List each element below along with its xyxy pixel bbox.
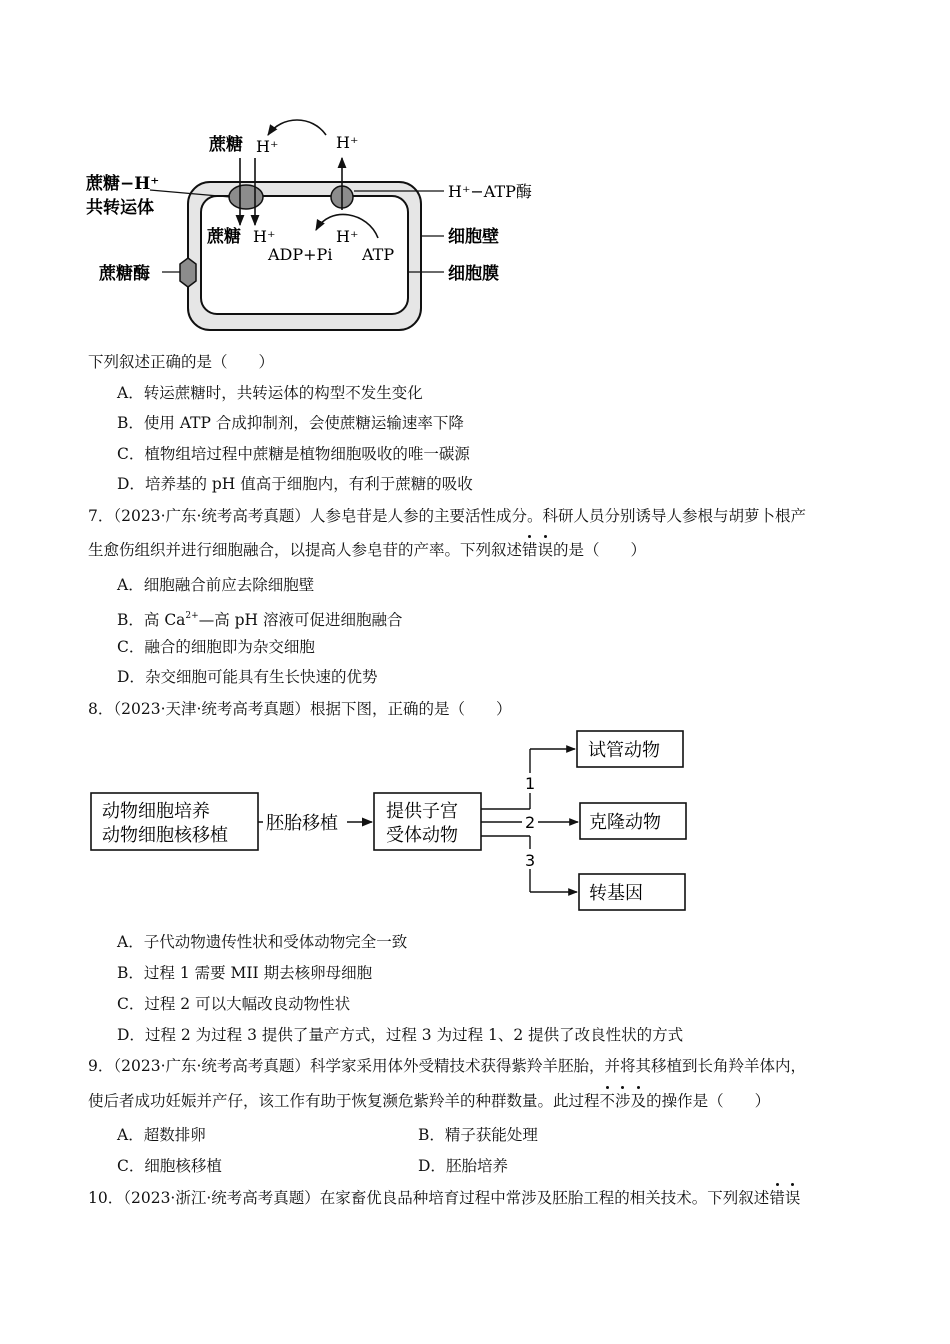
- flow-path-3: 3: [525, 851, 536, 870]
- question-source: （2023·广东·统考高考真题）: [113, 1057, 310, 1075]
- question-number: 10．: [88, 1189, 124, 1207]
- q10-stem-line1: [88, 1188, 800, 1208]
- cotransporter-shape: [229, 185, 263, 209]
- option-label: B．: [117, 611, 144, 629]
- label-sucrose-inside: 蔗糖: [207, 227, 241, 247]
- emphasis-char: 不: [599, 1092, 616, 1110]
- q6-option-b: [117, 413, 464, 433]
- q9-option-b: [418, 1125, 538, 1145]
- stem-text: 科学家采用体外受精技术获得紫羚羊胚胎，并将其移植到长角羚羊体内，: [309, 1057, 806, 1075]
- label-atpase: H⁺−ATP酶: [448, 182, 532, 201]
- flow-path-2: 2: [525, 813, 536, 832]
- label-h-top-left: H⁺: [256, 137, 279, 156]
- invertase-shape: [180, 258, 196, 287]
- q6-stem: 下列叙述正确的是（ ）: [88, 353, 275, 371]
- stem-text: 人参皂苷是人参的主要活性成分。科研人员分别诱导人参根与胡萝卜根产: [309, 507, 806, 525]
- label-adp-pi: ADP+Pi: [268, 245, 333, 264]
- flow-box-source-line2: 动物细胞核移植: [102, 825, 228, 846]
- stem-text: 的是（ ）: [553, 541, 647, 559]
- stem-text: 根据下图，正确的是（ ）: [309, 700, 512, 718]
- option-label: A．: [117, 933, 144, 951]
- option-text: 胚胎培养: [445, 1157, 508, 1175]
- emphasis-char: 误: [537, 541, 554, 559]
- option-text: 过程 1 需要 MII 期去核卵母细胞: [143, 964, 373, 982]
- q8-stem: [88, 699, 511, 719]
- option-text: 超数排卵: [143, 1126, 206, 1144]
- emphasis-char: 及: [630, 1092, 647, 1110]
- stem-text: 的操作是（ ）: [646, 1092, 771, 1110]
- option-label: C．: [117, 638, 145, 656]
- q7-stem-line2: [88, 540, 646, 560]
- emphasis-char: 错: [769, 1189, 785, 1207]
- q6-option-c: [117, 444, 470, 464]
- option-label: A．: [117, 576, 144, 594]
- q7-stem-line1: [88, 506, 806, 526]
- flow-path-1: 1: [525, 774, 536, 793]
- sucrose-transport-diagram: [0, 0, 950, 340]
- option-label: D．: [117, 668, 145, 686]
- option-label: B．: [117, 964, 144, 982]
- option-label: C．: [117, 1157, 145, 1175]
- option-text: 培养基的 pH 值高于细胞内，有利于蔗糖的吸收: [144, 475, 473, 493]
- emphasis-char: 错: [522, 541, 538, 559]
- q6-option-a: [117, 383, 423, 403]
- question-number: 9．: [88, 1057, 114, 1075]
- q7-option-c: [117, 637, 315, 657]
- flow-out-2: 克隆动物: [589, 812, 661, 833]
- option-label: D．: [117, 475, 145, 493]
- q8-option-a: [117, 932, 407, 952]
- question-source: （2023·浙江·统考高考真题）: [123, 1189, 320, 1207]
- label-atp: ATP: [362, 245, 395, 264]
- emphasis-char: 涉: [615, 1092, 631, 1110]
- label-h-inside-left: H⁺: [253, 227, 276, 246]
- option-label: C．: [117, 445, 145, 463]
- option-label: B．: [418, 1126, 445, 1144]
- q7-option-b: [117, 606, 403, 630]
- flow-box-recipient-line1: 提供子宫: [386, 801, 458, 822]
- q8-option-c: [117, 994, 350, 1014]
- q9-option-d: [418, 1156, 508, 1176]
- label-cotransporter-1: 蔗糖−H⁺: [86, 174, 160, 194]
- option-text: 细胞核移植: [144, 1157, 222, 1175]
- stem-text: 生愈伤组织并进行细胞融合，以提高人参皂苷的产率。下列叙述: [88, 541, 523, 559]
- flow-box-recipient-line2: 受体动物: [386, 825, 458, 846]
- option-text: 精子获能处理: [444, 1126, 538, 1144]
- superscript: 2+: [185, 611, 199, 621]
- option-text: 高 Ca: [143, 611, 186, 629]
- question-source: （2023·广东·统考高考真题）: [113, 507, 310, 525]
- label-sucrose-top: 蔗糖: [209, 135, 243, 155]
- label-h-top-right: H⁺: [336, 133, 359, 152]
- option-text: 融合的细胞即为杂交细胞: [144, 638, 315, 656]
- q8-option-d: [117, 1025, 683, 1045]
- question-source: （2023·天津·统考高考真题）: [113, 700, 310, 718]
- option-label: D．: [117, 1026, 145, 1044]
- q9-option-c: [117, 1156, 222, 1176]
- question-number: 7．: [88, 507, 114, 525]
- stem-text: 使后者成功妊娠并产仔，该工作有助于恢复濒危紫羚羊的种群数量。此过程: [88, 1092, 600, 1110]
- label-invertase: 蔗糖酶: [99, 264, 150, 284]
- option-text: 过程 2 可以大幅改良动物性状: [144, 995, 351, 1013]
- q9-stem-line2: [88, 1091, 770, 1111]
- q9-stem-line1: [88, 1056, 806, 1076]
- option-text: 植物组培过程中蔗糖是植物细胞吸收的唯一碳源: [144, 445, 470, 463]
- option-label: D．: [418, 1157, 446, 1175]
- q7-option-d: [117, 667, 377, 687]
- option-text: 子代动物遗传性状和受体动物完全一致: [143, 933, 408, 951]
- option-label: A．: [117, 384, 144, 402]
- option-text: 细胞融合前应去除细胞壁: [143, 576, 315, 594]
- flow-arrow-label: 胚胎移植: [266, 813, 338, 834]
- option-label: B．: [117, 414, 144, 432]
- q8-option-b: [117, 963, 372, 983]
- question-number: 8．: [88, 700, 114, 718]
- flow-box-source-line1: 动物细胞培养: [102, 801, 210, 822]
- option-text: 杂交细胞可能具有生长快速的优势: [144, 668, 378, 686]
- option-label: A．: [117, 1126, 144, 1144]
- option-text: 使用 ATP 合成抑制剂，会使蔗糖运输速率下降: [143, 414, 464, 432]
- option-text: 转运蔗糖时，共转运体的构型不发生变化: [143, 384, 423, 402]
- label-cell-wall: 细胞壁: [448, 227, 499, 247]
- q6-option-d: [117, 474, 473, 494]
- stem-text: 在家畜优良品种培育过程中常涉及胚胎工程的相关技术。下列叙述: [319, 1189, 770, 1207]
- flow-out-3: 转基因: [589, 883, 643, 904]
- embryo-flow-diagram: [0, 725, 950, 920]
- emphasis-char: 误: [784, 1189, 801, 1207]
- option-text: —高 pH 溶液可促进细胞融合: [198, 611, 403, 629]
- q9-option-a: [117, 1125, 206, 1145]
- label-h-inside-right: H⁺: [336, 227, 359, 246]
- option-label: C．: [117, 995, 145, 1013]
- option-text: 过程 2 为过程 3 提供了量产方式，过程 3 为过程 1、2 提供了改良性状的方式: [144, 1026, 684, 1044]
- flow-out-1: 试管动物: [588, 740, 660, 761]
- label-cell-membrane: 细胞膜: [448, 264, 499, 284]
- q7-option-a: [117, 575, 314, 595]
- label-cotransporter-2: 共转运体: [86, 198, 154, 218]
